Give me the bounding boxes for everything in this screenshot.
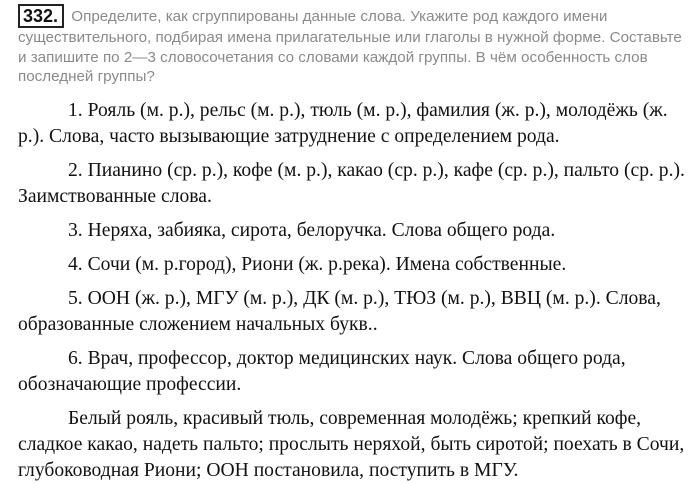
textbook-page	[18, 4, 688, 484]
answer-item-3: 3. Неряха, забияка, сирота, белоручка. Слова общего рода.	[68, 219, 556, 241]
answer-item-1: 1. Рояль (м. р.), рельс (м. р.), тюль (м. р.), фамилия (ж. р.), молодёжь (ж. р.). Слова, часто вызывающие затруднение с определением рода.	[18, 99, 668, 147]
answer-item-5: 5. ООН (ж. р.), МГУ (м. р.), ДК (м. р.), ТЮЗ (м. р.), ВВЦ (м. р.). Слова, образованные сложением начальных букв..	[18, 287, 661, 335]
answer-item-4: 4. Сочи (м. р.город), Риони (ж. р.река). Имена собственные.	[68, 253, 567, 275]
exercise-task-text: Определите, как сгруппированы данные слова. Укажите род каждого имени существительного, подбирая имена прилагательные или глаголы в нужной форме. Составьте и запишите по 2—3 словосочетания со словами каждой группы. В чём особенность слов последней группы?	[18, 8, 682, 85]
exercise-number: 332.	[18, 4, 64, 28]
exercise-task	[18, 4, 688, 87]
answer-phrases: Белый рояль, красивый тюль, современная молодёжь; крепкий кофе, сладкое какао, надеть пальто; прослыть неряхой, быть сиротой; поехать в Сочи, глубоководная Риони; ООН постановила, поступить в МГУ.	[18, 407, 685, 481]
answer-item-6: 6. Врач, профессор, доктор медицинских наук. Слова общего рода, обозначающие профессии.	[18, 347, 626, 395]
answer-item-2: 2. Пианино (ср. р.), кофе (м. р.), какао (ср. р.), кафе (ср. р.), пальто (ср. р.). Заимствованные слова.	[18, 159, 685, 207]
